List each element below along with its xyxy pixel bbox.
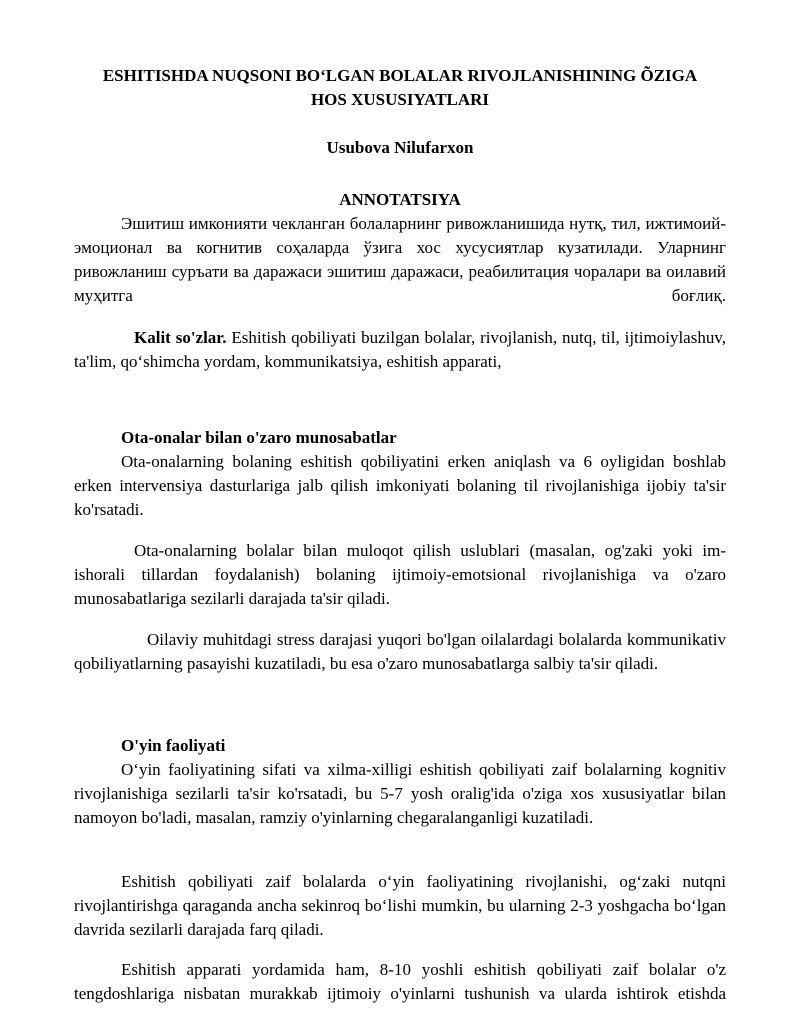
document-title [74, 64, 726, 112]
section-heading-play: O'yin faoliyati [121, 736, 226, 755]
section-parents-paragraph-3: Oilaviy muhitdagi stress darajasi yuqori bo'lgan oilalardagi bolalarda kommunikativ qobiliyatlarning pasayishi kuzatiladi, bu esa o'zaro munosabatlarga salbiy ta'sir qiladi. [74, 630, 726, 673]
section-play-paragraph-3: Eshitish apparati yordamida ham, 8-10 yoshli eshitish qobiliyati zaif bolalar o'z tengdoshlariga nisbatan murakkab ijtimoiy o'yinlarni tushunish va ularda ishtirok etishda [74, 960, 726, 1003]
keywords-paragraph [74, 326, 726, 374]
keywords-text: Eshitish qobiliyati buzilgan bolalar, rivojlanish, nutq, til, ijtimoiylashuv, ta'lim, qoʻshimcha yordam, kommunikatsiya, eshitish apparati, [74, 328, 726, 371]
annotation-heading: ANNOTATSIYA [339, 190, 461, 209]
section-parents-paragraph-2: Ota-onalarning bolalar bilan muloqot qilish uslublari (masalan, og'zaki yoki im-ishorali tillardan foydalanish) bolaning ijtimoiy-emotsional rivojlanishiga va o'zaro munosabatlariga sezilarli darajada ta'sir qiladi. [74, 541, 726, 608]
section-play-paragraph-2: Eshitish qobiliyati zaif bolalarda oʻyin faoliyatining rivojlanishi, ogʻzaki nutqni rivojlantirishga qaraganda ancha sekinroq boʻlishi mumkin, bu ularning 2-3 yoshgacha boʻlgan davrida sezilarli darajada farq qiladi. [74, 872, 726, 939]
title-line-2: HOS XUSUSIYATLARI [310, 90, 490, 109]
section-play-paragraph-1: Oʻyin faoliyatining sifati va xilma-xilligi eshitish qobiliyati zaif bolalarning kognitiv rivojlanishiga sezilarli ta'sir ko'rsatadi, bu 5-7 yosh oralig'ida o'ziga xos xususiyatlar bilan namoyon bo'ladi, masalan, ramziy o'yinlarning chegaralanganligi kuzatiladi. [74, 760, 726, 827]
annotation-text: Эшитиш имконияти чекланган болаларнинг ривожланишида нутқ, тил, ижтимоий-эмоционал ва когнитив соҳаларда ўзига хос хусусиятлар кузатилади. Уларнинг ривожланиш суръати ва даражаси эшитиш даражаси, реабилитация чоралари ва оилавий муҳитга боғлиқ. [74, 214, 726, 305]
section-heading-parents: Ota-onalar bilan o'zaro munosabatlar [121, 428, 397, 447]
keywords-label: Kalit so'zlar. [134, 328, 227, 347]
author-name: Usubova Nilufarxon [326, 138, 474, 157]
section-parents-paragraph-1: Ota-onalarning bolaning eshitish qobiliyatini erken aniqlash va 6 oyligidan boshlab erken intervensiya dasturlariga jalb qilish imkoniyati bolaning til rivojlanishiga ijobiy ta'sir ko'rsatadi. [74, 452, 726, 519]
title-line-1: ESHITISHDA NUQSONI BOʻLGAN BOLALAR RIVOJLANISHINING ÕZIGA [102, 66, 698, 85]
